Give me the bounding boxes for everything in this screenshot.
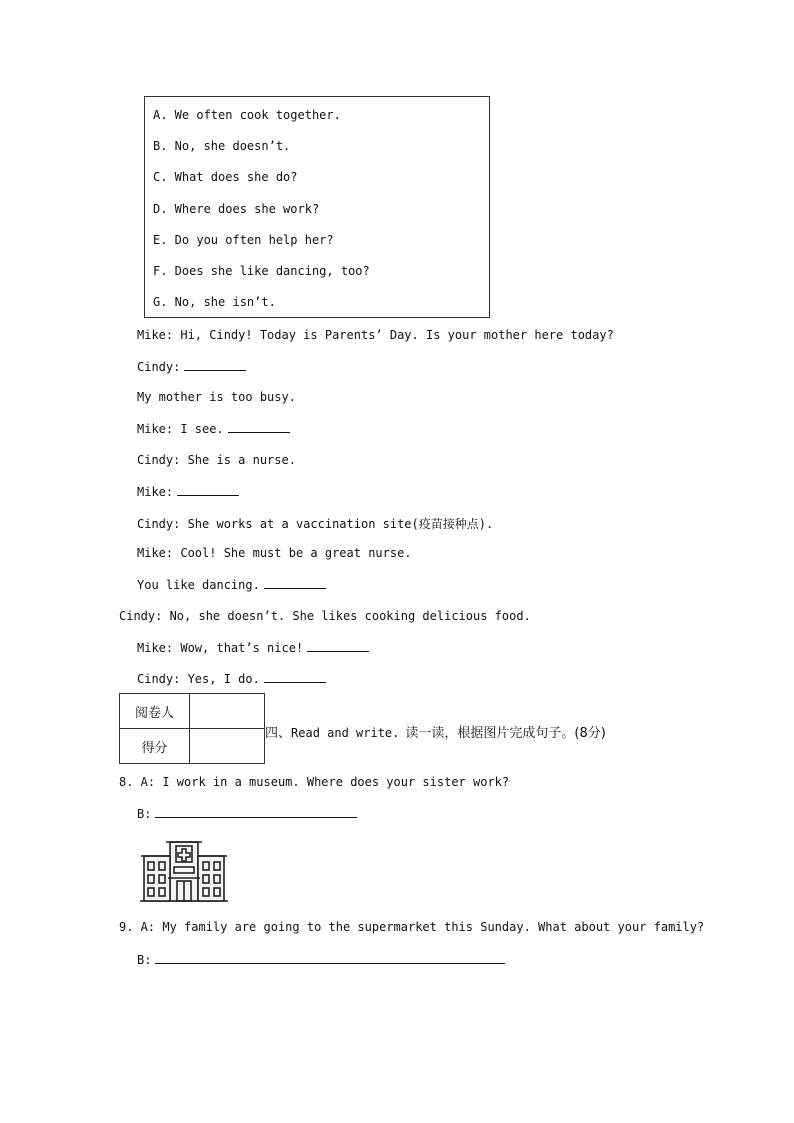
score-label: 得分 — [120, 729, 190, 764]
section-number: 四、 — [265, 726, 292, 741]
q9-answer-line — [137, 952, 505, 967]
q8-answer-blank[interactable] — [155, 806, 357, 818]
dialogue-line-7-post: ). — [478, 517, 494, 531]
q8-answer-line — [137, 806, 357, 821]
dialogue-line-2 — [137, 359, 246, 374]
q9-answer-label: B: — [137, 953, 152, 967]
option-f: F. Does she like dancing, too? — [153, 264, 370, 278]
reviewer-cell[interactable] — [190, 694, 265, 729]
dialogue-line-5: Cindy: She is a nurse. — [137, 453, 296, 467]
section-title-en: Read and write. — [291, 726, 400, 740]
dialogue-line-11 — [137, 640, 369, 655]
option-b: B. No, she doesn’t. — [153, 139, 291, 153]
dialogue-line-11-text: Mike: Wow, that’s nice! — [137, 641, 304, 655]
dialogue-line-2-text: Cindy: — [137, 360, 181, 374]
dialogue-line-7-pre: Cindy: She works at a vaccination site( — [137, 517, 419, 531]
q9-answer-blank[interactable] — [155, 952, 505, 964]
dialogue-line-12 — [137, 671, 326, 686]
dialogue-line-4-text: Mike: I see. — [137, 422, 224, 436]
section-title-cn: 读一读，根据图片完成句子。(8分) — [405, 726, 606, 741]
dialogue-line-6-text: Mike: — [137, 485, 174, 499]
dialogue-line-7 — [137, 515, 493, 532]
dialogue-line-4 — [137, 421, 290, 436]
answer-blank-5[interactable] — [307, 640, 369, 652]
dialogue-line-9-text: You like dancing. — [137, 578, 260, 592]
answer-blank-2[interactable] — [228, 421, 290, 433]
dialogue-line-1: Mike: Hi, Cindy! Today is Parents’ Day. Is your mother here today? — [137, 328, 614, 342]
score-table — [119, 693, 265, 764]
option-d: D. Where does she work? — [153, 202, 320, 216]
score-cell[interactable] — [190, 729, 265, 764]
dialogue-line-7-cn: 疫苗接种点 — [418, 517, 479, 531]
dialogue-line-12-text: Cindy: Yes, I do. — [137, 672, 260, 686]
answer-blank-3[interactable] — [177, 484, 239, 496]
answer-blank-1[interactable] — [184, 359, 246, 371]
q8-answer-label: B: — [137, 807, 152, 821]
option-c: C. What does she do? — [153, 170, 298, 184]
dialogue-line-10: Cindy: No, she doesn’t. She likes cooking delicious food. — [119, 609, 531, 623]
hospital-icon — [138, 836, 230, 904]
dialogue-line-8: Mike: Cool! She must be a great nurse. — [137, 546, 412, 560]
reviewer-label: 阅卷人 — [120, 694, 190, 729]
answer-blank-4[interactable] — [264, 577, 326, 589]
dialogue-line-6 — [137, 484, 239, 499]
section-heading — [265, 722, 606, 741]
options-box — [144, 96, 490, 318]
option-a: A. We often cook together. — [153, 108, 341, 122]
option-e: E. Do you often help her? — [153, 233, 334, 247]
q9-question: 9. A: My family are going to the supermarket this Sunday. What about your family? — [119, 920, 705, 934]
answer-blank-6[interactable] — [264, 671, 326, 683]
dialogue-line-9 — [137, 577, 326, 592]
q8-question: 8. A: I work in a museum. Where does your sister work? — [119, 775, 510, 789]
option-g: G. No, she isn’t. — [153, 295, 276, 309]
dialogue-line-3: My mother is too busy. — [137, 390, 296, 404]
